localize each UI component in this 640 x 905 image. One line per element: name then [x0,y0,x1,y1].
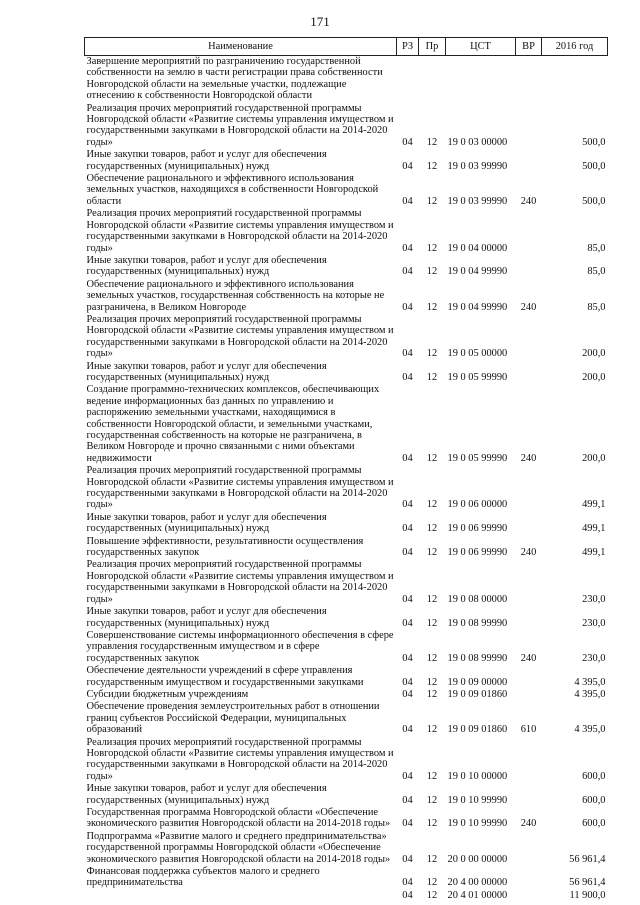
cell-amount: 230,0 [582,652,606,664]
cell-cst: 19 0 05 99990 [447,371,508,383]
cell-vr: 610 [520,724,537,736]
cell-cst: 19 0 09 00000 [447,676,508,688]
cell-name: Иные закупки товаров, работ и услуг для обеспечения государственных (муниципальных) нужд [86,606,327,629]
cell-rz: 04 [402,853,413,865]
cell-name: Реализация прочих мероприятий государственной программы Новгородской области «Развитие системы управления имуществом и государственными закупками в Новгородской области на 2014-2020 годы» [86,465,394,511]
cell-vr [516,831,542,866]
cell-amount: 85,0 [587,242,606,254]
cell-amount: 499,1 [582,523,606,535]
cell-pr: 12 [426,818,438,830]
cell-cst [446,56,516,103]
table-row [85,384,608,465]
cell-rz: 04 [402,160,413,172]
cell-rz: 04 [402,593,413,605]
cell-cst: 19 0 04 99990 [447,266,508,278]
cell-pr: 12 [426,301,438,313]
table-row [85,536,608,560]
cell-pr: 12 [426,136,438,148]
cell-amount: 500,0 [582,195,606,207]
cell-pr: 12 [426,452,438,464]
cell-vr: 240 [520,652,537,664]
cell-vr [516,783,542,807]
cell-vr [516,689,542,701]
cell-amount: 4 395,0 [574,724,606,736]
table-row [85,103,608,150]
table-row [85,255,608,279]
cell-pr: 12 [426,160,438,172]
cell-amount: 230,0 [582,593,606,605]
cell-vr: 240 [520,301,537,313]
cell-name: Обеспечение деятельности учреждений в сфере управления государственным имуществом и государственными закупками [86,665,364,688]
table-row [85,701,608,736]
cell-name: Подпрограмма «Развитие малого и среднего предпринимательства» государственной программы Новгородской области «Обеспечение экономического развития Новгородской области на 2014-2018 годы» [86,830,391,865]
cell-cst: 19 0 05 99990 [447,452,508,464]
cell-amount: 56 961,4 [569,877,606,889]
cell-rz: 04 [402,724,413,736]
header-rz: РЗ [397,38,419,56]
cell-rz: 04 [402,301,413,313]
cell-pr: 12 [426,877,438,889]
cell-cst: 19 0 03 99990 [447,195,508,207]
cell-rz: 04 [402,877,413,889]
cell-name: Иные закупки товаров, работ и услуг для обеспечения государственных (муниципальных) нужд [86,511,327,535]
cell-vr: 240 [520,452,537,464]
cell-name: Повышение эффективности, результативности осуществления государственных закупок [86,535,364,559]
cell-pr: 12 [426,889,438,901]
header-pr: Пр [419,38,446,56]
cell-cst: 19 0 05 00000 [447,348,508,360]
table-row [85,606,608,630]
cell-rz: 04 [402,794,413,806]
cell-rz: 04 [402,348,413,360]
cell-name: Иные закупки товаров, работ и услуг для обеспечения государственных (муниципальных) нужд [86,149,327,172]
cell-cst: 19 0 06 00000 [447,499,508,511]
cell-name: Обеспечение проведения землеустроительных работ в отношении границ субъектов Российской Федерации, муниципальных образований [86,701,380,736]
cell-vr [516,606,542,630]
cell-rz [397,56,419,103]
cell-rz: 04 [402,617,413,629]
cell-name: Иные закупки товаров, работ и услуг для обеспечения государственных (муниципальных) нужд [86,783,327,806]
cell-name: Совершенствование системы информационного обеспечения в сфере управления государственным имуществом и в сфере государственных закупок [86,629,394,664]
cell-name: Государственная программа Новгородской области «Обеспечение экономического развития Новгородской области на 2014-2018 годы» [86,807,391,830]
cell-amount: 200,0 [582,371,606,383]
cell-amount: 4 395,0 [574,688,606,700]
cell-cst: 19 0 08 99990 [447,617,508,629]
cell-amount: 85,0 [587,301,606,313]
cell-vr [516,314,542,361]
table-row [85,689,608,701]
table-row [85,831,608,866]
cell-rz: 04 [402,195,413,207]
cell-rz: 04 [402,523,413,535]
cell-vr [516,56,542,103]
cell-vr [516,103,542,150]
table-row [85,208,608,255]
table-row [85,279,608,314]
cell-cst: 19 0 08 00000 [447,593,508,605]
cell-pr: 12 [426,770,438,782]
cell-vr [516,866,542,890]
cell-rz: 04 [402,266,413,278]
cell-vr [516,890,542,902]
cell-name: Реализация прочих мероприятий государственной программы Новгородской области «Развитие системы управления имуществом и государственными закупками в Новгородской области на 2014-2020 годы» [86,313,394,360]
cell-amount: 230,0 [582,617,606,629]
cell-name [85,890,397,902]
table-row [85,512,608,536]
cell-rz: 04 [402,452,413,464]
cell-cst: 19 0 08 99990 [447,652,508,664]
cell-pr [419,56,446,103]
cell-amount: 200,0 [582,348,606,360]
table-row [85,737,608,784]
cell-amount: 600,0 [582,818,606,830]
cell-cst: 19 0 10 99990 [447,818,508,830]
cell-name: Создание программно-технических комплексов, обеспечивающих ведение информационных баз данных по управлению и распоряжению земельными участками, находящимися в собственности Новгородской области, и земельными участками, государственная собственность на которые не разграничена, в Великом Новгороде и прочно связанными с ними объектами недвижимости [86,384,380,464]
cell-amount [542,56,608,103]
cell-rz: 04 [402,242,413,254]
cell-rz: 04 [402,136,413,148]
cell-pr: 12 [426,794,438,806]
cell-rz: 04 [402,676,413,688]
cell-rz: 04 [402,818,413,830]
cell-amount: 500,0 [582,136,606,148]
cell-cst: 19 0 10 99990 [447,794,508,806]
page-number: 171 [310,14,330,29]
cell-rz: 04 [402,652,413,664]
cell-amount: 200,0 [582,452,606,464]
cell-name: Реализация прочих мероприятий государственной программы Новгородской области «Развитие системы управления имуществом и государственными закупками в Новгородской области на 2014-2020 годы» [86,208,394,254]
table-row [85,630,608,665]
table-row [85,465,608,512]
cell-rz: 04 [402,770,413,782]
header-cst: ЦСТ [446,38,516,56]
cell-vr [516,465,542,512]
cell-name: Обеспечение рационального и эффективного использования земельных участков, государственная собственность на которые не разграничена, в Великом Новгороде [86,278,385,313]
cell-amount: 500,0 [582,160,606,172]
cell-rz: 04 [402,371,413,383]
cell-name: Реализация прочих мероприятий государственной программы Новгородской области «Развитие системы управления имуществом и государственными закупками в Новгородской области на 2014-2020 годы» [86,559,394,605]
budget-table [84,37,608,902]
cell-cst: 19 0 04 99990 [447,301,508,313]
cell-name: Завершение мероприятий по разграничению государственной собственности на землю в части регистрации права собственности Новгородской области на земельные участки, подлежащие отнесению к собственности Новгородской области [86,56,383,102]
cell-cst: 19 0 06 99990 [447,523,508,535]
cell-cst: 19 0 09 01860 [447,724,508,736]
cell-vr [516,149,542,173]
cell-amount: 11 900,0 [569,889,606,901]
cell-amount: 499,1 [582,499,606,511]
cell-name: Реализация прочих мероприятий государственной программы Новгородской области «Развитие системы управления имуществом и государственными закупками в Новгородской области на 2014-2020 годы» [86,102,394,148]
cell-name: Обеспечение рационального и эффективного использования земельных участков, находящихся в собственности Новгородской области [86,173,379,207]
cell-cst: 19 0 10 00000 [447,770,508,782]
cell-pr: 12 [426,688,438,700]
cell-name: Финансовая поддержка субъектов малого и среднего предпринимательства [86,866,320,889]
cell-vr: 240 [520,818,537,830]
cell-pr: 12 [426,523,438,535]
cell-vr [516,361,542,385]
cell-vr [516,255,542,279]
cell-pr: 12 [426,266,438,278]
cell-pr: 12 [426,652,438,664]
cell-vr [516,665,542,689]
cell-amount: 600,0 [582,770,606,782]
header-amount: 2016 год [542,38,608,56]
cell-amount: 85,0 [587,266,606,278]
cell-vr [516,559,542,606]
cell-vr [516,512,542,536]
table-row [85,149,608,173]
cell-cst: 20 4 00 00000 [447,877,508,889]
cell-pr: 12 [426,676,438,688]
cell-pr: 12 [426,242,438,254]
cell-pr: 12 [426,853,438,865]
table-header-row [85,38,608,56]
table-row [85,807,608,831]
cell-cst: 19 0 06 99990 [447,547,508,559]
cell-cst: 20 4 01 00000 [447,889,508,901]
cell-cst: 19 0 09 01860 [447,688,508,700]
cell-pr: 12 [426,593,438,605]
cell-vr: 240 [520,195,537,207]
cell-name: Иные закупки товаров, работ и услуг для обеспечения государственных (муниципальных) нужд [86,254,327,278]
cell-vr: 240 [520,547,537,559]
table-row [85,173,608,208]
cell-cst: 19 0 03 99990 [447,160,508,172]
table-row [85,665,608,689]
cell-pr: 12 [426,371,438,383]
table-row [85,56,608,103]
cell-name: Иные закупки товаров, работ и услуг для обеспечения государственных (муниципальных) нужд [86,360,327,383]
cell-pr: 12 [426,348,438,360]
table-row [85,361,608,385]
cell-pr: 12 [426,547,438,559]
cell-name: Реализация прочих мероприятий государственной программы Новгородской области «Развитие системы управления имуществом и государственными закупками в Новгородской области на 2014-2020 годы» [86,736,394,782]
cell-amount: 4 395,0 [574,676,606,688]
table-row [85,783,608,807]
cell-cst: 19 0 03 00000 [447,136,508,148]
cell-amount: 499,1 [582,547,606,559]
cell-pr: 12 [426,499,438,511]
table-row [85,559,608,606]
header-vr: ВР [516,38,542,56]
cell-amount: 56 961,4 [569,853,606,865]
table-row [85,866,608,890]
cell-rz: 04 [402,688,413,700]
cell-cst: 19 0 04 00000 [447,242,508,254]
cell-vr [516,208,542,255]
cell-pr: 12 [426,724,438,736]
cell-vr [516,737,542,784]
cell-cst: 20 0 00 00000 [447,853,508,865]
cell-pr: 12 [426,617,438,629]
cell-rz: 04 [402,499,413,511]
table-row [85,314,608,361]
cell-rz: 04 [402,547,413,559]
header-name: Наименование [85,38,397,56]
cell-rz: 04 [402,889,413,901]
cell-pr: 12 [426,195,438,207]
table-row [85,890,608,902]
cell-amount: 600,0 [582,794,606,806]
cell-name: Субсидии бюджетным учреждениям [86,688,249,700]
